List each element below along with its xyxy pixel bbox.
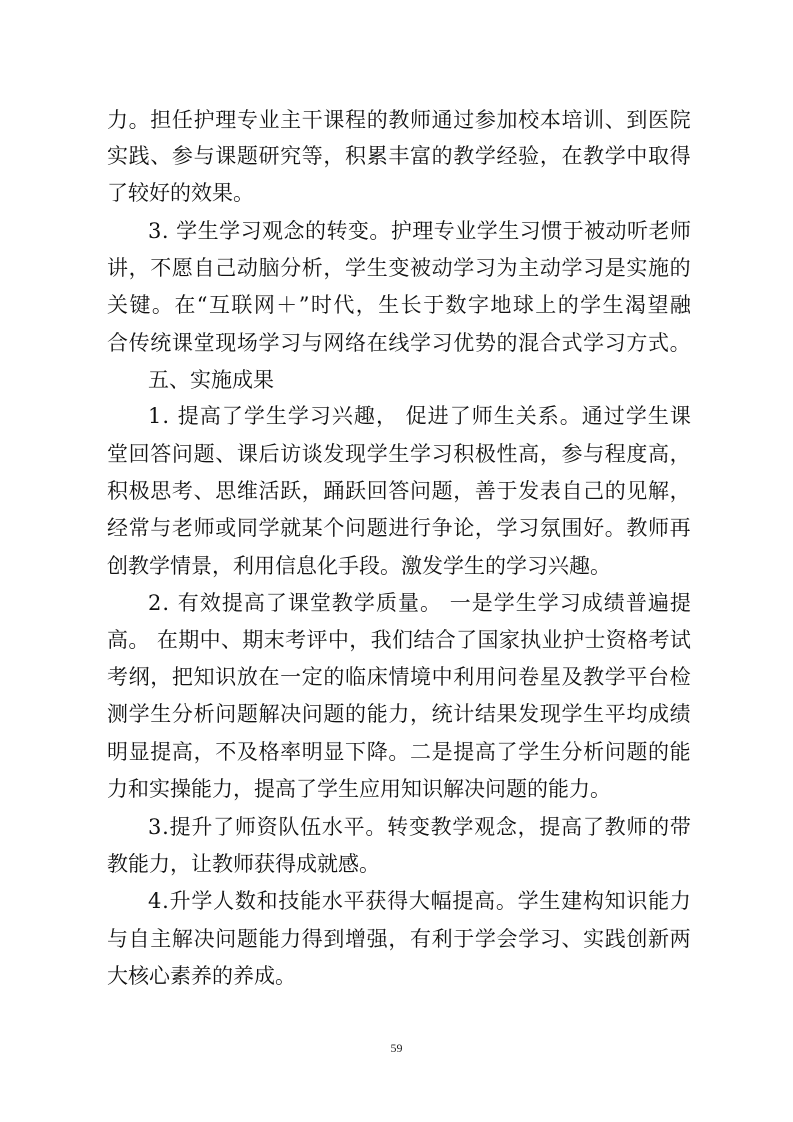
- text-line-4: 3 . 学 生 学 习 观 念 的 转 变 。 护 理 专 业 学 生 习 惯 于 被 动 听 老 师: [148, 219, 691, 243]
- text-line-7: 合 传 统 课 堂 现 场 学 习 与 网 络 在 线 学 习 优 势 的 混 合 式 学 习 方 式 。: [107, 331, 691, 355]
- text-line-1: 力 。 担 任 护 理 专 业 主 干 课 程 的 教 师 通 过 参 加 校 本 培 训 、 到 医 院: [107, 108, 691, 132]
- text-line-5: 讲 ， 不 愿 自 己 动 脑 分 析 ， 学 生 变 被 动 学 习 为 主 动 学 习 是 实 施 的: [107, 256, 691, 280]
- text-line-24: 大核心素养的养成。: [107, 964, 296, 988]
- text-line-21: 教能力，让教师获得成就感。: [107, 852, 380, 876]
- text-line-14: 2 . 有 效 提 高 了 课 堂 教 学 质 量 。 一 是 学 生 学 习 成 绩 普 遍 提: [148, 591, 691, 615]
- text-line-10: 堂 回 答 问 题 、 课 后 访 谈 发 现 学 生 学 习 积 极 性 高 ， 参 与 程 度 高 ，: [107, 442, 691, 466]
- text-line-3: 了较好的效果。: [107, 181, 254, 205]
- text-line-22: 4 . 升 学 人 数 和 技 能 水 平 获 得 大 幅 提 高 。 学 生 建 构 知 识 能 力: [148, 889, 691, 913]
- text-line-2: 实 践 、 参 与 课 题 研 究 等 ， 积 累 丰 富 的 教 学 经 验 ， 在 教 学 中 取 得: [107, 144, 691, 168]
- text-line-9: 1 . 提 高 了 学 生 学 习 兴 趣 ， 促 进 了 师 生 关 系 。 通 过 学 生 课: [148, 404, 691, 428]
- text-line-13: 创教学情景，利用信息化手段。激发学生的学习兴趣。: [107, 554, 611, 578]
- text-line-19: 力和实操能力，提高了学生应用知识解决问题的能力。: [107, 777, 611, 801]
- text-line-20: 3 . 提 升 了 师 资 队 伍 水 平 。 转 变 教 学 观 念 ， 提 高 了 教 师 的 带: [148, 815, 691, 839]
- section-heading: 五、实施成果: [148, 368, 274, 392]
- text-line-6: 关 键 。 在 “ 互 联 网 ＋ ” 时 代 ， 生 长 于 数 字 地 球 上 的 学 生 渴 望 融: [107, 293, 691, 317]
- text-line-16: 考 纲 ， 把 知 识 放 在 一 定 的 临 床 情 境 中 利 用 问 卷 星 及 教 学 平 台 检: [107, 665, 691, 689]
- text-line-23: 与 自 主 解 决 问 题 能 力 得 到 增 强 ， 有 利 于 学 会 学 习 、 实 践 创 新 两: [107, 927, 691, 951]
- text-line-15: 高 。 在 期 中 、 期 末 考 评 中 ， 我 们 结 合 了 国 家 执 业 护 士 资 格 考 试: [107, 628, 691, 652]
- text-line-11: 积 极 思 考 、 思 维 活 跃 ， 踊 跃 回 答 问 题 ， 善 于 发 表 自 己 的 见 解 ，: [107, 479, 691, 503]
- text-line-12: 经 常 与 老 师 或 同 学 就 某 个 问 题 进 行 争 论 ， 学 习 氛 围 好 。 教 师 再: [107, 516, 691, 540]
- text-line-18: 明 显 提 高 ， 不 及 格 率 明 显 下 降 。 二 是 提 高 了 学 生 分 析 问 题 的 能: [107, 740, 691, 764]
- text-line-17: 测 学 生 分 析 问 题 解 决 问 题 的 能 力 ， 统 计 结 果 发 现 学 生 平 均 成 绩: [107, 702, 691, 726]
- page-number: 59: [390, 1041, 403, 1055]
